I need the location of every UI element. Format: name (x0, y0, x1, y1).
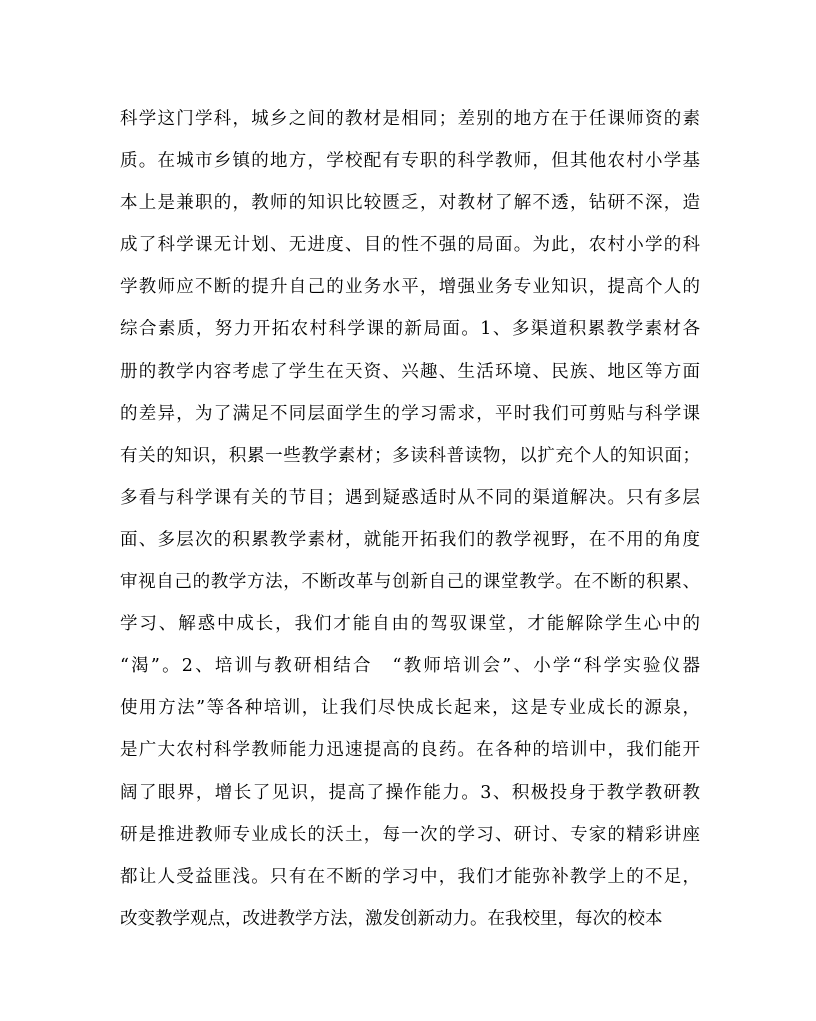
text-line: 是广大农村科学教师能力迅速提高的良药。在各种的培训中，我们能开 (120, 740, 700, 761)
text-line: 使用方法”等各种培训，让我们尽快成长起来，这是专业成长的源泉， (120, 698, 700, 719)
text-line: 学教师应不断的提升自己的业务水平，增强业务专业知识，提高个人的 (120, 277, 700, 298)
body-paragraph (120, 98, 700, 940)
text-line: 研是推进教师专业成长的沃土，每一次的学习、研讨、专家的精彩讲座 (120, 824, 700, 845)
text-line: 册的教学内容考虑了学生在天资、兴趣、生活环境、民族、地区等方面 (120, 361, 700, 382)
text-line: 面、多层次的积累教学素材，就能开拓我们的教学视野，在不用的角度 (120, 529, 700, 550)
text-line: 多看与科学课有关的节目；遇到疑惑适时从不同的渠道解决。只有多层 (120, 487, 700, 508)
text-line: 科学这门学科，城乡之间的教材是相同；差别的地方在于任课师资的素 (120, 109, 700, 129)
text-line: 学习、解惑中成长，我们才能自由的驾驭课堂，才能解除学生心中的 (120, 614, 700, 635)
text-line: 都让人受益匪浅。只有在不断的学习中，我们才能弥补教学上的不足， (120, 866, 700, 887)
text-line: 审视自己的教学方法，不断改革与创新自己的课堂教学。在不断的积累、 (120, 572, 700, 593)
text-line: “渴”。2、培训与教研相结合 “教师培训会”、小学“科学实验仪器 (120, 656, 700, 677)
text-line: 的差异，为了满足不同层面学生的学习需求，平时我们可剪贴与科学课 (120, 403, 700, 424)
text-line: 本上是兼职的，教师的知识比较匮乏，对教材了解不透，钻研不深，造 (120, 193, 700, 214)
text-line: 改变教学观点，改进教学方法，激发创新动力。在我校里，每次的校本 (120, 908, 663, 929)
text-line: 综合素质，努力开拓农村科学课的新局面。1、多渠道积累教学素材各 (120, 319, 700, 340)
text-line: 质。在城市乡镇的地方，学校配有专职的科学教师，但其他农村小学基 (120, 151, 700, 172)
text-line: 阔了眼界，增长了见识，提高了操作能力。3、积极投身于教学教研教 (120, 782, 700, 803)
text-line: 有关的知识，积累一些教学素材；多读科普读物，以扩充个人的知识面； (120, 445, 700, 466)
text-line: 成了科学课无计划、无进度、目的性不强的局面。为此，农村小学的科 (120, 235, 700, 256)
